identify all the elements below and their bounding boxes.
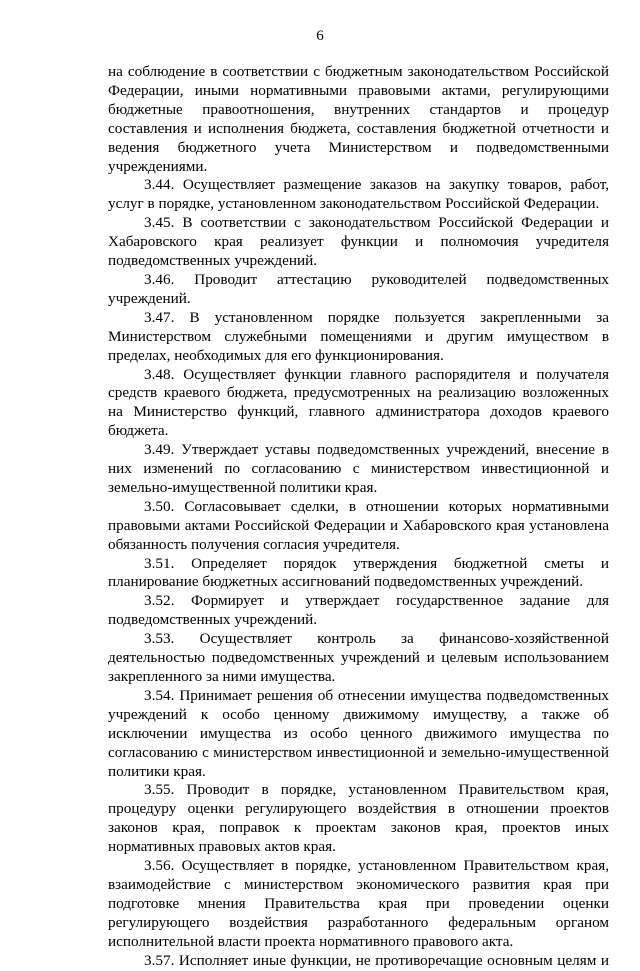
- paragraph-3-53: 3.53. Осуществляет контроль за финансово-хозяйственной деятельностью подведомственных учреждений и целевым использованием закрепленного за ними имущества.: [108, 630, 609, 685]
- paragraph-3-44: 3.44. Осуществляет размещение заказов на закупку товаров, работ, услуг в порядке, установленном законодательством Российской Федерации.: [108, 176, 609, 213]
- document-body: [108, 63, 609, 971]
- page-number: 6: [316, 28, 324, 44]
- paragraph-3-54: 3.54. Принимает решения об отнесении имущества подведомственных учреждений к особо ценному движимому имуществу, а также об исключении имущества из особо ценного движимого имущества по согласованию с министерством инвестиционной и земельно-имущественной политики края.: [108, 686, 609, 780]
- paragraph-3-47: 3.47. В установленном порядке пользуется закрепленными за Министерством служебными помещениями и другим имуществом в пределах, необходимых для его функционирования.: [108, 308, 609, 364]
- paragraph-3-49: 3.49. Утверждает уставы подведомственных учреждений, внесение в них изменений по согласованию с министерством инвестиционной и земельно-имущественной политики края.: [108, 441, 609, 496]
- paragraph-3-46: 3.46. Проводит аттестацию руководителей подведомственных учреждений.: [108, 270, 609, 307]
- paragraph-3-57: 3.57. Исполняет иные функции, не противоречащие основным целям и: [144, 951, 609, 969]
- paragraph-3-45: 3.45. В соответствии с законодательством Российской Федерации и Хабаровского края реализует функции и полномочия учредителя подведомственных учреждений.: [108, 214, 609, 270]
- paragraph-3-56: 3.56. Осуществляет в порядке, установленном Правительством края, взаимодействие с министерством экономического развития края при подготовке мнения Правительства края при проведении оценки регулирующего воздействия разработанного федеральным органом исполнительной власти проекта нормативного правового акта.: [108, 857, 609, 950]
- paragraph-3-51: 3.51. Определяет порядок утверждения бюджетной сметы и планирование бюджетных ассигнований подведомственных учреждений.: [108, 554, 609, 591]
- paragraph-3-52: 3.52. Формирует и утверждает государственное задание для подведомственных учреждений.: [108, 592, 609, 629]
- paragraph-continuation: на соблюдение в соответствии с бюджетным законодательством Российской Федерации, иными нормативными правовыми актами, регулирующими бюджетные правоотношения, внутренних стандартов и процедур составления и исполнения бюджета, составления бюджетной отчетности и ведения бюджетного учета Министерством и подведомственными учреждениями.: [108, 63, 609, 175]
- paragraph-3-55: 3.55. Проводит в порядке, установленном Правительством края, процедуру оценки регулирующего воздействия в отношении проектов законов края, поправок к проектам законов края, проектов иных нормативных правовых актов края.: [108, 781, 609, 856]
- paragraph-3-50: 3.50. Согласовывает сделки, в отношении которых нормативными правовыми актами Российской Федерации и Хабаровского края установлена обязанность получения согласия учредителя.: [108, 497, 609, 553]
- paragraph-3-48: 3.48. Осуществляет функции главного распорядителя и получателя средств краевого бюджета, предусмотренных на реализацию возложенных на Министерство функций, главного администратора доходов краевого бюджета.: [108, 365, 609, 440]
